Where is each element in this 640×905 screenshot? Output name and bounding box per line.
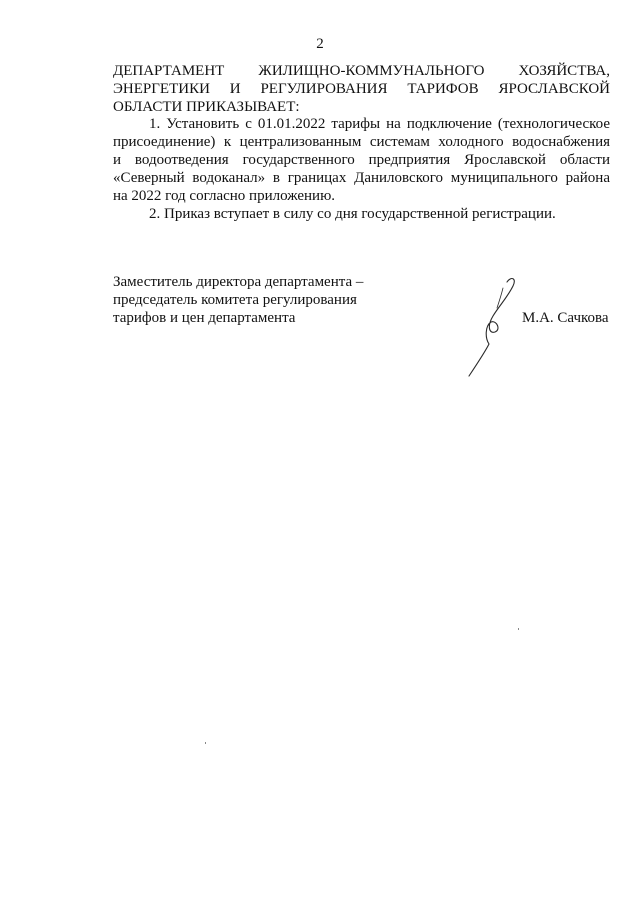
paragraph-1-line: присоединение) к централизованным системам холодного водоснабжения	[113, 134, 610, 150]
signatory-position	[113, 273, 413, 327]
heading-line: ОБЛАСТИ ПРИКАЗЫВАЕТ:	[113, 99, 300, 115]
scan-speck	[518, 628, 519, 630]
order-heading	[113, 62, 610, 116]
page-number: 2	[316, 36, 324, 52]
scan-speck	[205, 742, 206, 744]
paragraph-2: 2. Приказ вступает в силу со дня государственной регистрации.	[149, 206, 556, 222]
heading-line: ДЕПАРТАМЕНТ ЖИЛИЩНО-КОММУНАЛЬНОГО ХОЗЯЙСТВА,	[113, 63, 610, 79]
signatory-name: М.А. Сачкова	[522, 310, 609, 326]
heading-line: ЭНЕРГЕТИКИ И РЕГУЛИРОВАНИЯ ТАРИФОВ ЯРОСЛАВСКОЙ	[113, 81, 610, 97]
paragraph-1-line: 1. Установить с 01.01.2022 тарифы на подключение (технологическое	[149, 116, 610, 132]
paragraph-1-line: на 2022 год согласно приложению.	[113, 188, 336, 204]
signatory-position-line: Заместитель директора департамента –	[113, 274, 364, 290]
paragraph-1-line: и водоотведения государственного предприятия Ярославской области	[113, 152, 610, 168]
paragraph-1-line: «Северный водоканал» в границах Даниловского муниципального района	[113, 170, 610, 186]
handwritten-signature	[463, 272, 523, 382]
signatory-position-line: тарифов и цен департамента	[113, 310, 296, 326]
order-body	[113, 115, 610, 223]
signatory-position-line: председатель комитета регулирования	[113, 292, 357, 308]
